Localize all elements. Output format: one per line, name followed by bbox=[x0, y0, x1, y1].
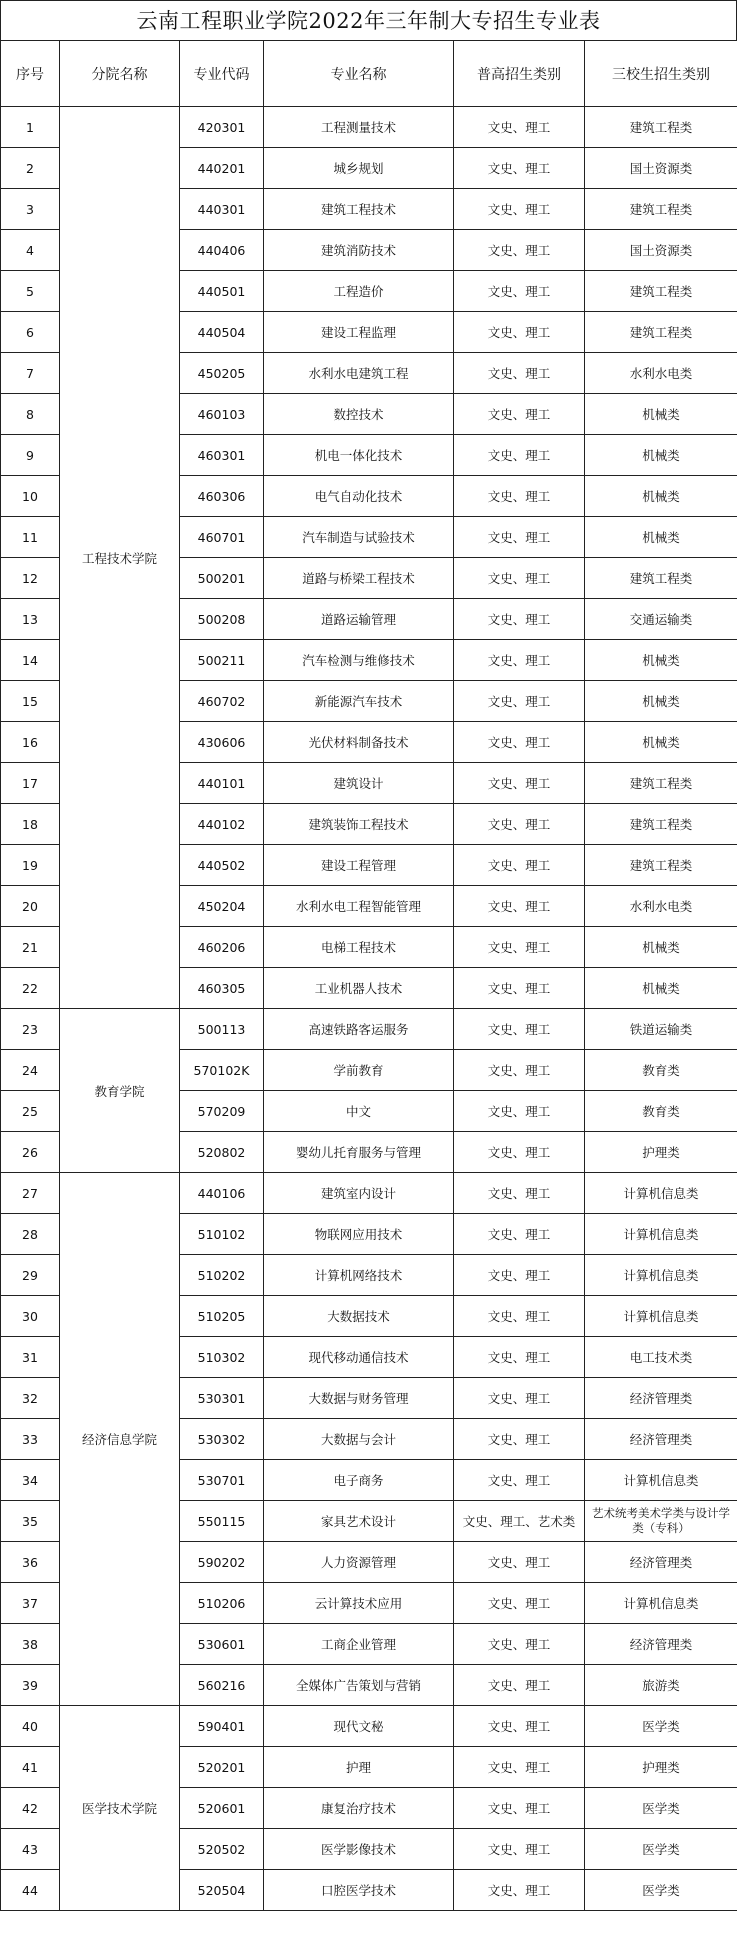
general-category-cell: 文史、理工 bbox=[454, 927, 585, 968]
general-category-cell: 文史、理工 bbox=[454, 640, 585, 681]
general-category-cell: 文史、理工 bbox=[454, 148, 585, 189]
major-name-cell: 口腔医学技术 bbox=[264, 1870, 454, 1911]
major-code-cell: 440102 bbox=[180, 804, 264, 845]
major-name-cell: 电子商务 bbox=[264, 1460, 454, 1501]
major-code-cell: 440101 bbox=[180, 763, 264, 804]
major-name-cell: 工商企业管理 bbox=[264, 1624, 454, 1665]
major-code-cell: 500113 bbox=[180, 1009, 264, 1050]
row-index-cell: 42 bbox=[1, 1788, 60, 1829]
major-name-cell: 现代移动通信技术 bbox=[264, 1337, 454, 1378]
vocational-category-cell: 计算机信息类 bbox=[585, 1173, 737, 1214]
row-index-cell: 30 bbox=[1, 1296, 60, 1337]
general-category-cell: 文史、理工 bbox=[454, 1829, 585, 1870]
vocational-category-cell: 经济管理类 bbox=[585, 1378, 737, 1419]
major-name-cell: 工程测量技术 bbox=[264, 107, 454, 148]
row-index-cell: 27 bbox=[1, 1173, 60, 1214]
vocational-category-cell: 医学类 bbox=[585, 1788, 737, 1829]
major-name-cell: 汽车制造与试验技术 bbox=[264, 517, 454, 558]
major-code-cell: 440502 bbox=[180, 845, 264, 886]
vocational-category-cell: 建筑工程类 bbox=[585, 558, 737, 599]
major-code-cell: 440406 bbox=[180, 230, 264, 271]
major-code-cell: 460305 bbox=[180, 968, 264, 1009]
vocational-category-cell: 护理类 bbox=[585, 1747, 737, 1788]
general-category-cell: 文史、理工 bbox=[454, 1296, 585, 1337]
row-index-cell: 6 bbox=[1, 312, 60, 353]
vocational-category-cell: 建筑工程类 bbox=[585, 107, 737, 148]
major-name-cell: 建筑设计 bbox=[264, 763, 454, 804]
vocational-category-cell: 机械类 bbox=[585, 681, 737, 722]
row-index-cell: 34 bbox=[1, 1460, 60, 1501]
major-code-cell: 510302 bbox=[180, 1337, 264, 1378]
major-code-cell: 520802 bbox=[180, 1132, 264, 1173]
vocational-category-cell: 医学类 bbox=[585, 1829, 737, 1870]
vocational-category-cell: 机械类 bbox=[585, 968, 737, 1009]
vocational-category-cell: 教育类 bbox=[585, 1050, 737, 1091]
vocational-category-cell: 铁道运输类 bbox=[585, 1009, 737, 1050]
general-category-cell: 文史、理工 bbox=[454, 1419, 585, 1460]
general-category-cell: 文史、理工 bbox=[454, 1706, 585, 1747]
row-index-cell: 43 bbox=[1, 1829, 60, 1870]
general-category-cell: 文史、理工 bbox=[454, 271, 585, 312]
general-category-cell: 文史、理工 bbox=[454, 1255, 585, 1296]
major-code-cell: 460301 bbox=[180, 435, 264, 476]
vocational-category-cell: 机械类 bbox=[585, 640, 737, 681]
general-category-cell: 文史、理工 bbox=[454, 1624, 585, 1665]
major-name-cell: 医学影像技术 bbox=[264, 1829, 454, 1870]
general-category-cell: 文史、理工 bbox=[454, 1091, 585, 1132]
general-category-cell: 文史、理工 bbox=[454, 1050, 585, 1091]
row-index-cell: 11 bbox=[1, 517, 60, 558]
row-index-cell: 20 bbox=[1, 886, 60, 927]
major-code-cell: 500208 bbox=[180, 599, 264, 640]
general-category-cell: 文史、理工 bbox=[454, 558, 585, 599]
major-name-cell: 人力资源管理 bbox=[264, 1542, 454, 1583]
general-category-cell: 文史、理工 bbox=[454, 681, 585, 722]
general-category-cell: 文史、理工 bbox=[454, 1747, 585, 1788]
vocational-category-cell: 经济管理类 bbox=[585, 1624, 737, 1665]
major-code-cell: 530301 bbox=[180, 1378, 264, 1419]
general-category-cell: 文史、理工 bbox=[454, 722, 585, 763]
major-code-cell: 530701 bbox=[180, 1460, 264, 1501]
college-name-cell: 医学技术学院 bbox=[60, 1706, 180, 1911]
row-index-cell: 1 bbox=[1, 107, 60, 148]
major-name-cell: 大数据与会计 bbox=[264, 1419, 454, 1460]
row-index-cell: 13 bbox=[1, 599, 60, 640]
vocational-category-cell: 教育类 bbox=[585, 1091, 737, 1132]
general-category-cell: 文史、理工 bbox=[454, 1132, 585, 1173]
major-name-cell: 云计算技术应用 bbox=[264, 1583, 454, 1624]
general-category-cell: 文史、理工 bbox=[454, 189, 585, 230]
major-code-cell: 440504 bbox=[180, 312, 264, 353]
header-code: 专业代码 bbox=[180, 41, 264, 107]
major-name-cell: 建筑工程技术 bbox=[264, 189, 454, 230]
row-index-cell: 39 bbox=[1, 1665, 60, 1706]
row-index-cell: 25 bbox=[1, 1091, 60, 1132]
vocational-category-cell: 建筑工程类 bbox=[585, 271, 737, 312]
major-name-cell: 大数据与财务管理 bbox=[264, 1378, 454, 1419]
college-name-cell: 教育学院 bbox=[60, 1009, 180, 1173]
major-code-cell: 500211 bbox=[180, 640, 264, 681]
major-name-cell: 道路与桥梁工程技术 bbox=[264, 558, 454, 599]
major-code-cell: 440501 bbox=[180, 271, 264, 312]
header-index: 序号 bbox=[1, 41, 60, 107]
vocational-category-cell: 机械类 bbox=[585, 517, 737, 558]
major-name-cell: 道路运输管理 bbox=[264, 599, 454, 640]
vocational-category-cell: 电工技术类 bbox=[585, 1337, 737, 1378]
general-category-cell: 文史、理工 bbox=[454, 1337, 585, 1378]
general-category-cell: 文史、理工 bbox=[454, 517, 585, 558]
major-name-cell: 机电一体化技术 bbox=[264, 435, 454, 476]
row-index-cell: 8 bbox=[1, 394, 60, 435]
major-name-cell: 建筑消防技术 bbox=[264, 230, 454, 271]
row-index-cell: 38 bbox=[1, 1624, 60, 1665]
general-category-cell: 文史、理工 bbox=[454, 1460, 585, 1501]
row-index-cell: 40 bbox=[1, 1706, 60, 1747]
general-category-cell: 文史、理工 bbox=[454, 476, 585, 517]
vocational-category-cell: 机械类 bbox=[585, 476, 737, 517]
vocational-category-cell: 计算机信息类 bbox=[585, 1296, 737, 1337]
table-row bbox=[1, 107, 737, 148]
major-name-cell: 建筑装饰工程技术 bbox=[264, 804, 454, 845]
row-index-cell: 7 bbox=[1, 353, 60, 394]
major-name-cell: 电气自动化技术 bbox=[264, 476, 454, 517]
vocational-category-cell: 护理类 bbox=[585, 1132, 737, 1173]
vocational-category-cell: 医学类 bbox=[585, 1706, 737, 1747]
table-row bbox=[1, 1173, 737, 1214]
major-name-cell: 物联网应用技术 bbox=[264, 1214, 454, 1255]
major-name-cell: 学前教育 bbox=[264, 1050, 454, 1091]
row-index-cell: 9 bbox=[1, 435, 60, 476]
vocational-category-cell: 机械类 bbox=[585, 394, 737, 435]
major-code-cell: 530302 bbox=[180, 1419, 264, 1460]
general-category-cell: 文史、理工 bbox=[454, 599, 585, 640]
table-header-row bbox=[1, 41, 737, 107]
major-name-cell: 城乡规划 bbox=[264, 148, 454, 189]
major-name-cell: 新能源汽车技术 bbox=[264, 681, 454, 722]
general-category-cell: 文史、理工 bbox=[454, 230, 585, 271]
major-code-cell: 590401 bbox=[180, 1706, 264, 1747]
major-code-cell: 460702 bbox=[180, 681, 264, 722]
major-code-cell: 510206 bbox=[180, 1583, 264, 1624]
general-category-cell: 文史、理工 bbox=[454, 1788, 585, 1829]
major-code-cell: 440301 bbox=[180, 189, 264, 230]
header-major: 专业名称 bbox=[264, 41, 454, 107]
vocational-category-cell: 建筑工程类 bbox=[585, 763, 737, 804]
row-index-cell: 41 bbox=[1, 1747, 60, 1788]
general-category-cell: 文史、理工 bbox=[454, 886, 585, 927]
vocational-category-cell: 建筑工程类 bbox=[585, 845, 737, 886]
row-index-cell: 18 bbox=[1, 804, 60, 845]
major-code-cell: 450205 bbox=[180, 353, 264, 394]
major-name-cell: 水利水电建筑工程 bbox=[264, 353, 454, 394]
major-code-cell: 500201 bbox=[180, 558, 264, 599]
row-index-cell: 21 bbox=[1, 927, 60, 968]
vocational-category-cell: 建筑工程类 bbox=[585, 804, 737, 845]
row-index-cell: 22 bbox=[1, 968, 60, 1009]
row-index-cell: 16 bbox=[1, 722, 60, 763]
document-title: 云南工程职业学院2022年三年制大专招生专业表 bbox=[0, 0, 737, 40]
general-category-cell: 文史、理工 bbox=[454, 312, 585, 353]
vocational-category-cell: 国土资源类 bbox=[585, 148, 737, 189]
college-name-cell: 工程技术学院 bbox=[60, 107, 180, 1009]
general-category-cell: 文史、理工 bbox=[454, 1378, 585, 1419]
major-code-cell: 510202 bbox=[180, 1255, 264, 1296]
row-index-cell: 44 bbox=[1, 1870, 60, 1911]
header-general-category: 普高招生类别 bbox=[454, 41, 585, 107]
major-name-cell: 汽车检测与维修技术 bbox=[264, 640, 454, 681]
major-code-cell: 590202 bbox=[180, 1542, 264, 1583]
vocational-category-cell: 水利水电类 bbox=[585, 886, 737, 927]
major-code-cell: 560216 bbox=[180, 1665, 264, 1706]
row-index-cell: 28 bbox=[1, 1214, 60, 1255]
major-code-cell: 570102K bbox=[180, 1050, 264, 1091]
major-name-cell: 现代文秘 bbox=[264, 1706, 454, 1747]
row-index-cell: 37 bbox=[1, 1583, 60, 1624]
vocational-category-cell: 建筑工程类 bbox=[585, 189, 737, 230]
major-name-cell: 光伏材料制备技术 bbox=[264, 722, 454, 763]
vocational-category-cell: 计算机信息类 bbox=[585, 1460, 737, 1501]
major-name-cell: 家具艺术设计 bbox=[264, 1501, 454, 1542]
major-code-cell: 460206 bbox=[180, 927, 264, 968]
row-index-cell: 36 bbox=[1, 1542, 60, 1583]
major-code-cell: 510205 bbox=[180, 1296, 264, 1337]
general-category-cell: 文史、理工 bbox=[454, 394, 585, 435]
row-index-cell: 4 bbox=[1, 230, 60, 271]
row-index-cell: 15 bbox=[1, 681, 60, 722]
general-category-cell: 文史、理工 bbox=[454, 1542, 585, 1583]
general-category-cell: 文史、理工 bbox=[454, 435, 585, 476]
major-code-cell: 520601 bbox=[180, 1788, 264, 1829]
vocational-category-cell: 机械类 bbox=[585, 927, 737, 968]
major-name-cell: 婴幼儿托育服务与管理 bbox=[264, 1132, 454, 1173]
major-code-cell: 430606 bbox=[180, 722, 264, 763]
vocational-category-cell: 经济管理类 bbox=[585, 1542, 737, 1583]
row-index-cell: 32 bbox=[1, 1378, 60, 1419]
row-index-cell: 10 bbox=[1, 476, 60, 517]
major-name-cell: 数控技术 bbox=[264, 394, 454, 435]
row-index-cell: 31 bbox=[1, 1337, 60, 1378]
row-index-cell: 3 bbox=[1, 189, 60, 230]
major-name-cell: 护理 bbox=[264, 1747, 454, 1788]
table-row bbox=[1, 1009, 737, 1050]
general-category-cell: 文史、理工 bbox=[454, 1870, 585, 1911]
major-name-cell: 建筑室内设计 bbox=[264, 1173, 454, 1214]
major-code-cell: 520502 bbox=[180, 1829, 264, 1870]
major-name-cell: 建设工程监理 bbox=[264, 312, 454, 353]
general-category-cell: 文史、理工 bbox=[454, 1009, 585, 1050]
major-code-cell: 520201 bbox=[180, 1747, 264, 1788]
major-code-cell: 460701 bbox=[180, 517, 264, 558]
general-category-cell: 文史、理工 bbox=[454, 1583, 585, 1624]
table-row bbox=[1, 1706, 737, 1747]
major-code-cell: 460103 bbox=[180, 394, 264, 435]
major-code-cell: 440106 bbox=[180, 1173, 264, 1214]
row-index-cell: 19 bbox=[1, 845, 60, 886]
header-vocational-category: 三校生招生类别 bbox=[585, 41, 737, 107]
general-category-cell: 文史、理工 bbox=[454, 763, 585, 804]
vocational-category-cell: 建筑工程类 bbox=[585, 312, 737, 353]
vocational-category-cell: 医学类 bbox=[585, 1870, 737, 1911]
major-code-cell: 440201 bbox=[180, 148, 264, 189]
general-category-cell: 文史、理工 bbox=[454, 804, 585, 845]
table-body bbox=[1, 107, 737, 1911]
general-category-cell: 文史、理工 bbox=[454, 1173, 585, 1214]
row-index-cell: 14 bbox=[1, 640, 60, 681]
vocational-category-cell: 交通运输类 bbox=[585, 599, 737, 640]
general-category-cell: 文史、理工、艺术类 bbox=[454, 1501, 585, 1542]
major-code-cell: 530601 bbox=[180, 1624, 264, 1665]
major-name-cell: 电梯工程技术 bbox=[264, 927, 454, 968]
row-index-cell: 23 bbox=[1, 1009, 60, 1050]
vocational-category-cell: 艺术统考美术学类与设计学类（专科） bbox=[585, 1501, 737, 1542]
major-name-cell: 工业机器人技术 bbox=[264, 968, 454, 1009]
vocational-category-cell: 机械类 bbox=[585, 722, 737, 763]
major-name-cell: 计算机网络技术 bbox=[264, 1255, 454, 1296]
major-name-cell: 高速铁路客运服务 bbox=[264, 1009, 454, 1050]
header-college: 分院名称 bbox=[60, 41, 180, 107]
major-code-cell: 450204 bbox=[180, 886, 264, 927]
major-name-cell: 中文 bbox=[264, 1091, 454, 1132]
row-index-cell: 33 bbox=[1, 1419, 60, 1460]
vocational-category-cell: 计算机信息类 bbox=[585, 1255, 737, 1296]
major-code-cell: 460306 bbox=[180, 476, 264, 517]
row-index-cell: 35 bbox=[1, 1501, 60, 1542]
row-index-cell: 24 bbox=[1, 1050, 60, 1091]
vocational-category-cell: 经济管理类 bbox=[585, 1419, 737, 1460]
major-code-cell: 510102 bbox=[180, 1214, 264, 1255]
major-name-cell: 建设工程管理 bbox=[264, 845, 454, 886]
vocational-category-cell: 机械类 bbox=[585, 435, 737, 476]
college-name-cell: 经济信息学院 bbox=[60, 1173, 180, 1706]
vocational-category-cell: 国土资源类 bbox=[585, 230, 737, 271]
row-index-cell: 29 bbox=[1, 1255, 60, 1296]
row-index-cell: 17 bbox=[1, 763, 60, 804]
row-index-cell: 12 bbox=[1, 558, 60, 599]
major-name-cell: 全媒体广告策划与营销 bbox=[264, 1665, 454, 1706]
major-code-cell: 550115 bbox=[180, 1501, 264, 1542]
major-code-cell: 420301 bbox=[180, 107, 264, 148]
general-category-cell: 文史、理工 bbox=[454, 353, 585, 394]
general-category-cell: 文史、理工 bbox=[454, 845, 585, 886]
vocational-category-cell: 计算机信息类 bbox=[585, 1583, 737, 1624]
major-name-cell: 工程造价 bbox=[264, 271, 454, 312]
vocational-category-cell: 计算机信息类 bbox=[585, 1214, 737, 1255]
majors-table bbox=[0, 40, 737, 1911]
major-code-cell: 570209 bbox=[180, 1091, 264, 1132]
major-code-cell: 520504 bbox=[180, 1870, 264, 1911]
major-name-cell: 大数据技术 bbox=[264, 1296, 454, 1337]
row-index-cell: 2 bbox=[1, 148, 60, 189]
major-name-cell: 康复治疗技术 bbox=[264, 1788, 454, 1829]
general-category-cell: 文史、理工 bbox=[454, 107, 585, 148]
general-category-cell: 文史、理工 bbox=[454, 968, 585, 1009]
row-index-cell: 26 bbox=[1, 1132, 60, 1173]
general-category-cell: 文史、理工 bbox=[454, 1214, 585, 1255]
vocational-category-cell: 水利水电类 bbox=[585, 353, 737, 394]
general-category-cell: 文史、理工 bbox=[454, 1665, 585, 1706]
vocational-category-cell: 旅游类 bbox=[585, 1665, 737, 1706]
row-index-cell: 5 bbox=[1, 271, 60, 312]
major-name-cell: 水利水电工程智能管理 bbox=[264, 886, 454, 927]
